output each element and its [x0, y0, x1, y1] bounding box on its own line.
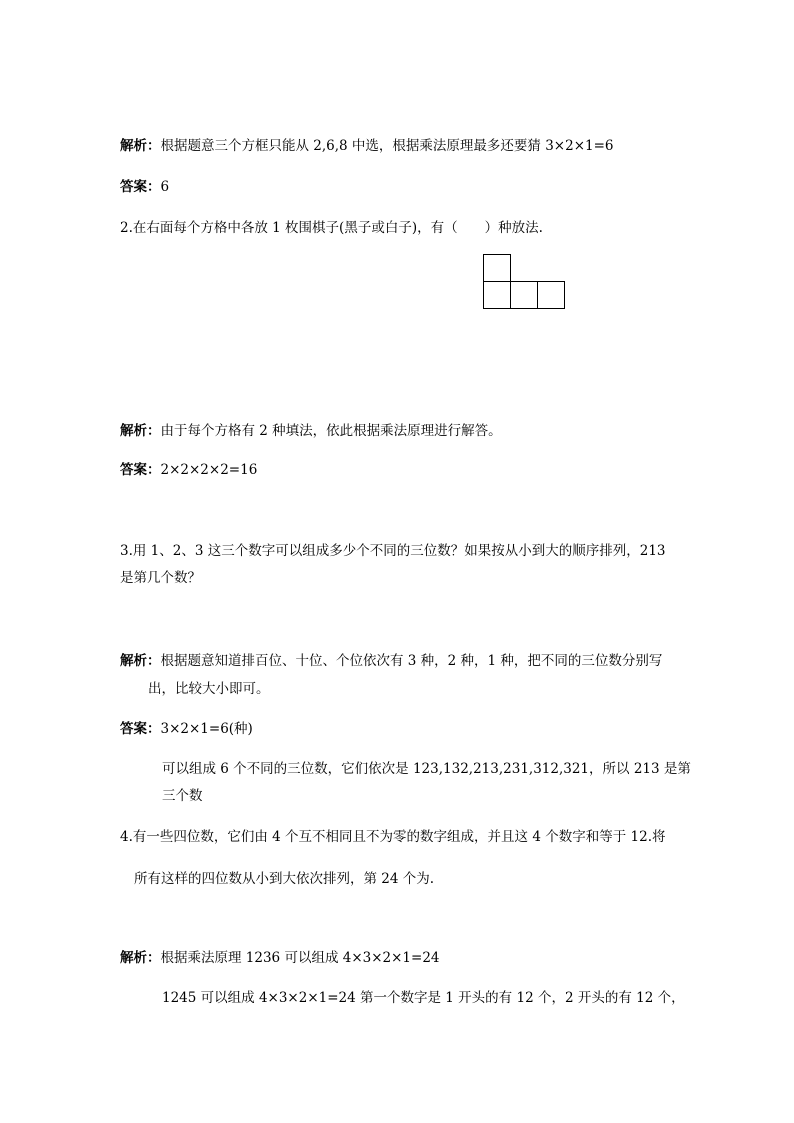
answer-label: 答案：	[120, 721, 161, 737]
q3-question-line1: 3.用 1、2、3 这三个数字可以组成多少个不同的三位数？如果按从小到大的顺序排列，213	[120, 543, 666, 559]
q3-analysis-line2: 出，比较大小即可。	[148, 681, 270, 697]
grid-cell	[510, 281, 538, 309]
analysis-text: 由于每个方格有 2 种填法，依此根据乘法原理进行解答。	[160, 423, 502, 439]
q4-analysis	[120, 948, 440, 968]
analysis-text: 根据题意三个方框只能从 2,6,8 中选，根据乘法原理最多还要猜 3×2×1=6	[160, 138, 614, 154]
q2-analysis	[120, 421, 502, 441]
analysis-text: 根据题意知道排百位、十位、个位依次有 3 种，2 种，1 种，把不同的三位数分别写	[160, 653, 663, 669]
q4-question-line2: 所有这样的四位数从小到大依次排列，第 24 个为.	[134, 871, 435, 887]
answer-label: 答案：	[120, 179, 161, 195]
q4-analysis-line2: 1245 可以组成 4×3×2×1=24 第一个数字是 1 开头的有 12 个，2 开头的有 12 个，	[162, 990, 685, 1006]
grid-cell	[537, 281, 565, 309]
answer-text: 2×2×2×2=16	[160, 462, 258, 478]
analysis-label: 解析：	[120, 653, 161, 669]
answer-text: 3×2×1=6(种)	[160, 721, 253, 737]
grid-cell	[483, 254, 511, 282]
q3-answer-line2: 可以组成 6 个不同的三位数，它们依次是 123,132,213,231,312,321，所以 213 是第	[162, 761, 691, 777]
analysis-label: 解析：	[120, 950, 161, 966]
analysis-label: 解析：	[120, 138, 161, 154]
go-board-grid	[483, 254, 566, 309]
q3-analysis	[120, 651, 662, 671]
q2-answer	[120, 460, 257, 480]
q1-answer	[120, 177, 169, 197]
answer-label: 答案：	[120, 462, 161, 478]
analysis-label: 解析：	[120, 423, 161, 439]
q3-answer-line3: 三个数	[162, 788, 203, 804]
grid-cell	[483, 281, 511, 309]
q3-answer	[120, 719, 253, 739]
q1-analysis	[120, 136, 614, 156]
analysis-text: 根据乘法原理 1236 可以组成 4×3×2×1=24	[160, 950, 440, 966]
q4-question-line1: 4.有一些四位数，它们由 4 个互不相同且不为零的数字组成，并且这 4 个数字和等于 12.将	[120, 829, 666, 845]
q2-question: 2.在右面每个方格中各放 1 枚围棋子(黑子或白子)，有（ ）种放法.	[120, 220, 543, 236]
q3-question-line2: 是第几个数？	[120, 570, 201, 586]
answer-text: 6	[160, 179, 170, 195]
